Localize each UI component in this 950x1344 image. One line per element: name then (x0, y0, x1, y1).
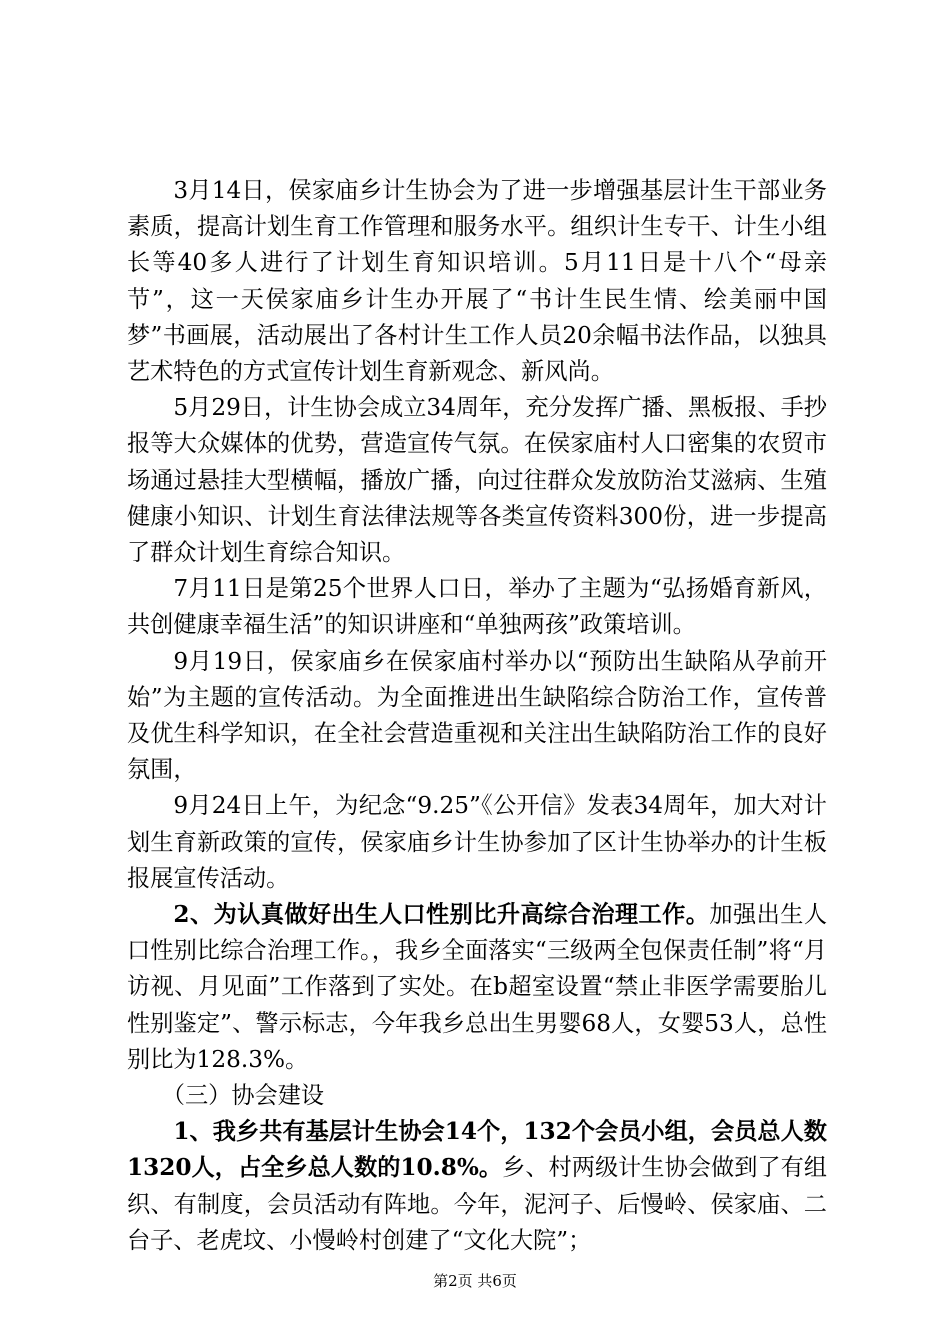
paragraph-association-building-lead: 1、我乡共有基层计生协会14个，132个会员小组，会员总人数1320人，占全乡总人数的10.8%。 (127, 1118, 827, 1182)
document-body (127, 173, 827, 1259)
paragraph-association-building (127, 1114, 827, 1259)
paragraph-sex-ratio (127, 897, 827, 1078)
paragraph-association-building-body: 乡、村两级计生协会做到了有组织、有制度，会员活动有阵地。今年，泥河子、后慢岭、侯家庙、二台子、老虎坟、小慢岭村创建了“文化大院”； (127, 1154, 827, 1254)
paragraph-sex-ratio-lead: 2、为认真做好出生人口性别比升高综合治理工作。 (173, 901, 710, 929)
paragraph-birth-defect-campaign: 9月19日，侯家庙乡在侯家庙村举办以“预防出生缺陷从孕前开始”为主题的宣传活动。为全面推进出生缺陷综合防治工作，宣传普及优生科学知识，在全社会营造重视和关注出生缺陷防治工作的良好氛围， (127, 647, 827, 784)
paragraph-training: 3月14日，侯家庙乡计生协会为了进一步增强基层计生干部业务素质，提高计划生育工作管理和服务水平。组织计生专干、计生小组长等40多人进行了计划生育知识培训。5月11日是十八个“母亲节”，这一天侯家庙乡计生办开展了“书计生民生情、绘美丽中国梦”书画展，活动展出了各村计生工作人员20余幅书法作品，以独具艺术特色的方式宣传计划生育新观念、新风尚。 (127, 177, 827, 386)
paragraph-sex-ratio-body: 加强出生人口性别比综合治理工作。，我乡全面落实“三级两全包保责任制”将“月访视、月见面”工作落到了实处。在b超室设置“禁止非医学需要胎儿性别鉴定”、警示标志，今年我乡总出生男婴68人，女婴53人，总性别比为128.3%。 (127, 901, 828, 1073)
paragraph-open-letter: 9月24日上午，为纪念“9.25”《公开信》发表34周年，加大对计划生育新政策的宣传，侯家庙乡计生协参加了区计生协举办的计生板报展宣传活动。 (127, 792, 827, 892)
section-heading: （三）协会建设 (161, 1082, 325, 1110)
paragraph-association-anniversary: 5月29日，计生协会成立34周年，充分发挥广播、黑板报、手抄报等大众媒体的优势，营造宣传气氛。在侯家庙村人口密集的农贸市场通过悬挂大型横幅，播放广播，向过往群众发放防治艾滋病、生殖健康小知识、计划生育法律法规等各类宣传资料300份，进一步提高了群众计划生育综合知识。 (127, 394, 827, 567)
paragraph-population-day: 7月11日是第25个世界人口日，举办了主题为“弘扬婚育新风，共创健康幸福生活”的知识讲座和“单独两孩”政策培训。 (127, 575, 827, 639)
page-footer: 第2页 共6页 (433, 1272, 517, 1290)
